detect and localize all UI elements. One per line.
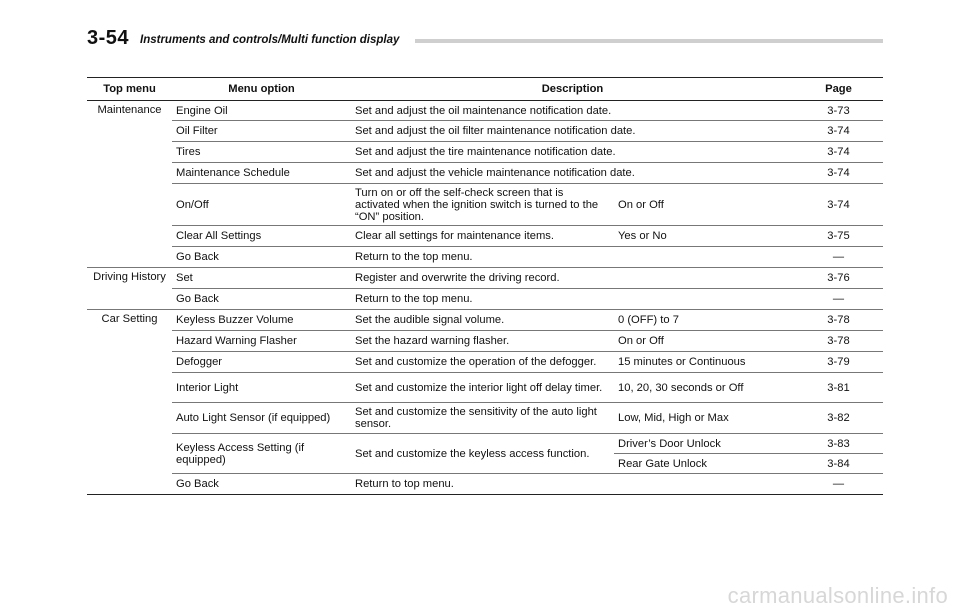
- description-cell: Register and overwrite the driving record.: [351, 268, 794, 289]
- menu-option-cell: On/Off: [172, 184, 351, 226]
- page-cell: 3-74: [794, 121, 883, 142]
- table-row: [87, 121, 883, 142]
- menu-option-cell: Keyless Buzzer Volume: [172, 310, 351, 331]
- menu-option-cell: Oil Filter: [172, 121, 351, 142]
- setting-cell: 10, 20, 30 seconds or Off: [614, 373, 794, 403]
- description-cell: Set and customize the operation of the defogger.: [351, 352, 614, 373]
- table-row: [87, 142, 883, 163]
- menu-option-cell: Maintenance Schedule: [172, 163, 351, 184]
- page-cell: 3-74: [794, 184, 883, 226]
- page-cell: 3-73: [827, 104, 850, 117]
- setting-cell: Yes or No: [614, 226, 794, 247]
- description-cell: Turn on or off the self-check screen that is activated when the ignition switch is turned to the “ON” position.: [351, 184, 614, 226]
- table-row: [87, 163, 883, 184]
- menu-option-cell: Go Back: [172, 289, 351, 310]
- menu-option-cell: Defogger: [172, 352, 351, 373]
- page-cell: —: [794, 289, 883, 310]
- page-cell: 3-78: [794, 331, 883, 352]
- page-cell: 3-81: [794, 373, 883, 403]
- watermark: carmanualsonline.info: [727, 583, 948, 608]
- page-cell: —: [794, 247, 883, 268]
- menu-option-cell: Go Back: [172, 474, 351, 495]
- table-row: [87, 434, 883, 454]
- setting-cell: 0 (OFF) to 7: [614, 310, 794, 331]
- setting-cell: Driver’s Door Unlock: [614, 434, 794, 454]
- description-cell: Set the hazard warning flasher.: [351, 331, 614, 352]
- menu-option-cell: Tires: [172, 142, 351, 163]
- page-cell: 3-74: [794, 163, 883, 184]
- header-description: Description: [351, 78, 794, 101]
- page-cell: 3-83: [794, 434, 883, 454]
- page-cell: 3-78: [794, 310, 883, 331]
- table-row: [87, 373, 883, 403]
- table-row: [87, 289, 883, 310]
- table-row: [87, 184, 883, 226]
- page-cell: 3-74: [794, 142, 883, 163]
- description-cell: Clear all settings for maintenance items.: [351, 226, 614, 247]
- top-menu-cell: Driving History: [87, 268, 172, 310]
- menu-table: [87, 77, 883, 495]
- table-header-row: [87, 78, 883, 101]
- setting-cell: On or Off: [614, 331, 794, 352]
- table-row: [87, 403, 883, 434]
- menu-option-cell: Interior Light: [172, 373, 351, 403]
- page-cell: 3-84: [794, 454, 883, 474]
- page-cell: 3-79: [794, 352, 883, 373]
- page-header: [87, 26, 883, 56]
- table-row: [87, 226, 883, 247]
- description-cell: Set and customize the sensitivity of the auto light sensor.: [351, 403, 614, 434]
- top-menu-cell: Car Setting: [87, 310, 172, 495]
- menu-option-cell: Auto Light Sensor (if equipped): [172, 403, 351, 434]
- menu-option-cell: Keyless Access Setting (if equipped): [172, 434, 351, 474]
- description-cell: Set the audible signal volume.: [351, 310, 614, 331]
- table-row: [87, 331, 883, 352]
- description-cell: Set and customize the keyless access function.: [351, 434, 614, 474]
- table-row: [87, 352, 883, 373]
- page-cell: 3-75: [794, 226, 883, 247]
- description-cell: Set and adjust the tire maintenance notification date.: [351, 142, 794, 163]
- description-cell: Return to top menu.: [351, 474, 794, 495]
- table-row: [87, 101, 883, 121]
- description-cell: Set and adjust the oil maintenance notification date.: [355, 104, 612, 117]
- description-cell: Set and adjust the vehicle maintenance notification date.: [351, 163, 794, 184]
- setting-cell: Rear Gate Unlock: [614, 454, 794, 474]
- page-number: 3-54: [87, 27, 130, 49]
- top-menu-cell: Maintenance: [97, 104, 162, 116]
- menu-option-cell: Go Back: [172, 247, 351, 268]
- setting-cell: 15 minutes or Continuous: [614, 352, 794, 373]
- page-cell: 3-76: [794, 268, 883, 289]
- description-cell: Return to the top menu.: [351, 289, 794, 310]
- header-menu-option: Menu option: [172, 78, 351, 101]
- menu-option-cell: Hazard Warning Flasher: [172, 331, 351, 352]
- section-title: Instruments and controls/Multi function display: [140, 34, 400, 46]
- page-cell: 3-82: [794, 403, 883, 434]
- table-row: [87, 247, 883, 268]
- description-cell: Set and adjust the oil filter maintenance notification date.: [351, 121, 794, 142]
- description-cell: Set and customize the interior light off delay timer.: [351, 373, 614, 403]
- table-row: [87, 310, 883, 331]
- page-cell: —: [794, 474, 883, 495]
- table-row: [87, 268, 883, 289]
- menu-option-cell: Engine Oil: [176, 104, 228, 117]
- setting-cell: On or Off: [614, 184, 794, 226]
- menu-option-cell: Clear All Settings: [172, 226, 351, 247]
- header-top-menu: Top menu: [87, 78, 172, 101]
- header-rule: [415, 39, 883, 43]
- menu-option-cell: Set: [172, 268, 351, 289]
- description-cell: Return to the top menu.: [351, 247, 794, 268]
- setting-cell: Low, Mid, High or Max: [614, 403, 794, 434]
- table-row: [87, 474, 883, 495]
- header-page: Page: [794, 78, 883, 101]
